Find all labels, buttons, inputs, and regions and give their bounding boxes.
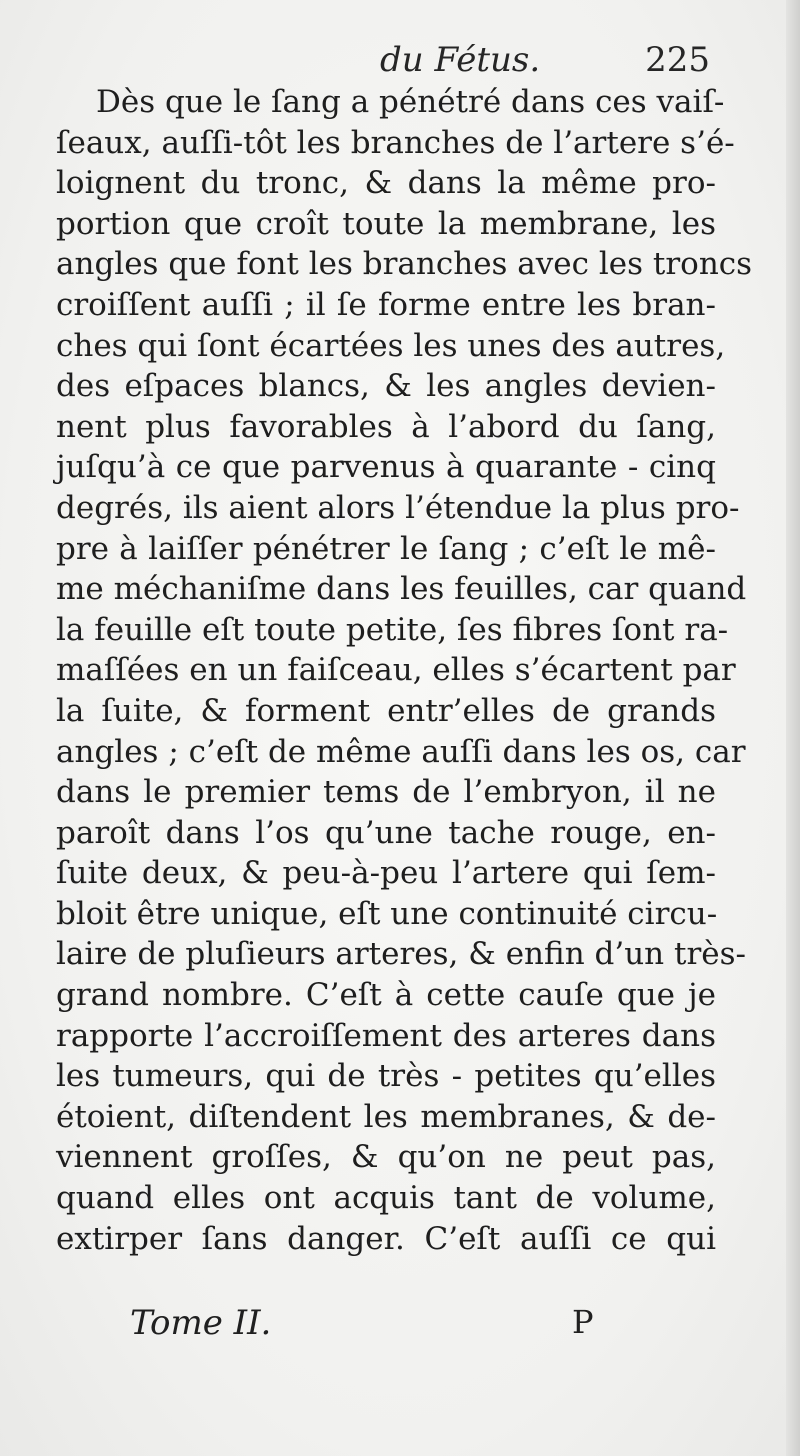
text-line: dans le premier tems de l’embryon, il ne bbox=[56, 774, 716, 811]
text-line: loignent du tronc, & dans la même pro- bbox=[56, 165, 716, 202]
text-line: rapporte l’accroiſſement des arteres dans bbox=[56, 1017, 716, 1054]
text-line: ſuite deux, & peu-à-peu l’artere qui ſem- bbox=[56, 855, 716, 892]
volume-label: Tome II. bbox=[130, 1303, 272, 1343]
page-edge-shadow bbox=[786, 0, 800, 1456]
text-line: quand elles ont acquis tant de volume, bbox=[56, 1180, 716, 1217]
text-line: nent plus favorables à l’abord du ſang, bbox=[56, 408, 716, 445]
text-line: ches qui ſont écartées les unes des autres, bbox=[56, 327, 726, 364]
text-line: angles ; c’eſt de même auſſi dans les os, car bbox=[56, 733, 746, 770]
running-title: du Fétus. bbox=[380, 40, 541, 80]
text-line: la feuille eſt toute petite, ſes fibres ſont ra- bbox=[56, 611, 729, 648]
text-line: croiſſent auſſi ; il ſe forme entre les bran- bbox=[56, 286, 716, 323]
body-text bbox=[56, 82, 753, 1259]
text-line: les tumeurs, qui de très - petites qu’elles bbox=[56, 1058, 716, 1095]
text-line: maſſées en un faiſceau, elles s’écartent par bbox=[56, 652, 736, 689]
text-line: grand nombre. C’eſt à cette cauſe que je bbox=[56, 977, 716, 1014]
text-line: paroît dans l’os qu’une tache rouge, en- bbox=[56, 814, 716, 851]
text-line: ſeaux, auſſi-tôt les branches de l’artere s’é- bbox=[56, 124, 735, 161]
text-line: me méchaniſme dans les feuilles, car quand bbox=[56, 571, 747, 608]
page-footer bbox=[60, 1303, 700, 1349]
text-line: degrés, ils aient alors l’étendue la plus pro- bbox=[56, 489, 740, 526]
text-line: bloit être unique, eſt une continuité circu- bbox=[56, 895, 718, 932]
text-line: Dès que le ſang a pénétré dans ces vaiſ- bbox=[96, 84, 725, 120]
text-line: extirper ſans danger. C’eſt auſſi ce qui bbox=[56, 1220, 716, 1257]
text-line: la ſuite, & forment entr’elles de grands bbox=[56, 692, 716, 729]
text-line: étoient, diſtendent les membranes, & de- bbox=[56, 1098, 716, 1135]
page-number: 225 bbox=[645, 40, 710, 80]
signature-mark: P bbox=[572, 1303, 594, 1341]
text-line: viennent groſſes, & qu’on ne peut pas, bbox=[56, 1139, 716, 1176]
text-line: des eſpaces blancs, & les angles devien- bbox=[56, 368, 716, 405]
text-line: laire de pluſieurs arteres, & enfin d’un très- bbox=[56, 936, 747, 973]
text-line: portion que croît toute la membrane, les bbox=[56, 205, 716, 242]
text-line: angles que font les branches avec les troncs bbox=[56, 246, 753, 283]
text-line: juſqu’à ce que parvenus à quarante - cinq bbox=[56, 449, 716, 486]
text-line: pre à laiſſer pénétrer le ſang ; c’eſt le mê- bbox=[56, 530, 716, 567]
